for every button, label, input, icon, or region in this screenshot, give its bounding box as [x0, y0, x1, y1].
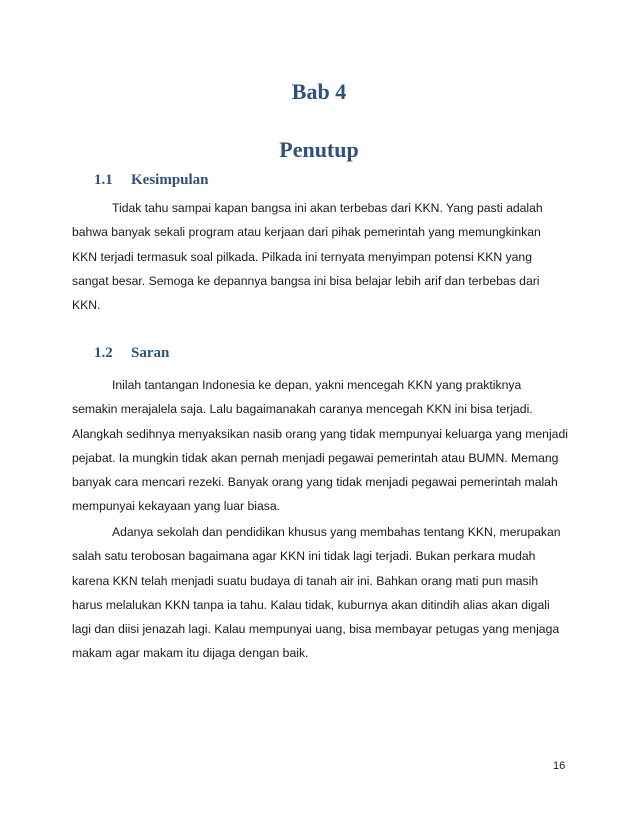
page-number: 16	[553, 760, 566, 772]
section-number: 1.2	[94, 345, 113, 361]
section-number: 1.1	[94, 172, 113, 188]
chapter-title: Penutup	[279, 137, 359, 162]
section-heading-kesimpulan	[94, 172, 209, 189]
paragraph-saran-2: Adanya sekolah dan pendidikan khusus yang membahas tentang KKN, merupakan salah satu terobosan bagaimana agar KKN ini tidak lagi terjadi. Bukan perkara mudah karena KKN telah menjadi suatu budaya di tanah air ini. Bahkan orang mati pun masih harus melalukan KKN tanpa ia tahu. Kalau tidak, kuburnya akan ditindih alias akan digali lagi dan diisi jenazah lagi. Kalau mempunyai uang, bisa membayar petugas yang menjaga makam agar makam itu dijaga dengan baik.	[72, 525, 561, 661]
section-title: Saran	[131, 345, 170, 361]
section-title: Kesimpulan	[131, 172, 209, 188]
section-heading-saran	[94, 345, 169, 362]
paragraph-saran-1: Inilah tantangan Indonesia ke depan, yakni mencegah KKN yang praktiknya semakin merajalela saja. Lalu bagaimanakah caranya mencegah KKN ini bisa terjadi. Alangkah sedihnya menyaksikan nasib orang yang tidak mempunyai keluarga yang menjadi pejabat. Ia mungkin tidak akan pernah menjadi pegawai pemerintah atau BUMN. Memang banyak cara mencari rezeki. Banyak orang yang tidak menjadi pegawai pemerintah malah mempunyai kekayaan yang luar biasa.	[72, 378, 568, 514]
paragraph-kesimpulan: Tidak tahu sampai kapan bangsa ini akan terbebas dari KKN. Yang pasti adalah bahwa banyak sekali program atau kerjaan dari pihak pemerintah yang memungkinkan KKN terjadi termasuk soal pilkada. Pilkada ini ternyata menyimpan potensi KKN yang sangat besar. Semoga ke depannya bangsa ini bisa belajar lebih arif dan terbebas dari KKN.	[72, 201, 543, 313]
chapter-number: Bab 4	[291, 79, 347, 104]
